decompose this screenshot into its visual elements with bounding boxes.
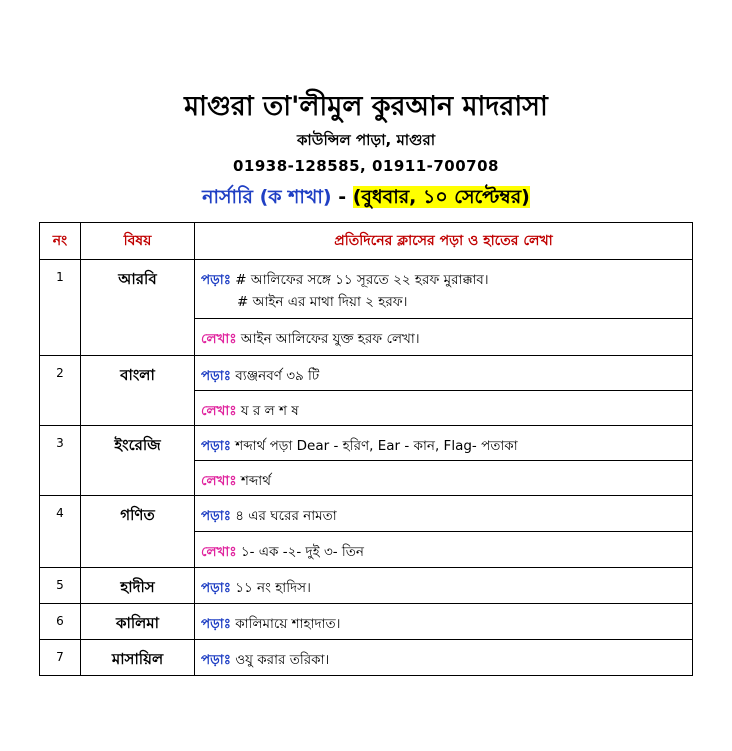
header-no: নং bbox=[40, 223, 81, 260]
read-text: ব্যঞ্জনবর্ণ ৩৯ টি bbox=[235, 368, 320, 384]
read-cell bbox=[195, 260, 693, 319]
row-number: 7 bbox=[40, 640, 81, 676]
read-text: ১১ নং হাদিস। bbox=[235, 580, 311, 596]
row-number: 1 bbox=[40, 260, 81, 356]
date-highlight: (বুধবার, ১০ সেপ্টেম্বর) bbox=[352, 186, 530, 208]
write-label: লেখাঃ bbox=[201, 331, 237, 347]
subject-cell: কালিমা bbox=[81, 604, 195, 640]
header-details: প্রতিদিনের ক্লাসের পড়া ও হাতের লেখা bbox=[195, 223, 693, 260]
table-header-row bbox=[40, 223, 693, 260]
row-number: 3 bbox=[40, 426, 81, 496]
read-text: কালিমায়ে শাহাদাত। bbox=[235, 616, 341, 632]
read-label: পড়াঃ bbox=[201, 652, 231, 668]
read-label: পড়াঃ bbox=[201, 438, 231, 454]
address: কাউন্সিল পাড়া, মাগুরা bbox=[296, 131, 436, 149]
subject-cell: মাসায়িল bbox=[81, 640, 195, 676]
read-cell bbox=[195, 604, 693, 640]
write-cell bbox=[195, 461, 693, 496]
write-cell bbox=[195, 391, 693, 426]
read-cell bbox=[195, 426, 693, 461]
read-cell bbox=[195, 568, 693, 604]
write-label: লেখাঃ bbox=[201, 544, 237, 560]
row-number: 6 bbox=[40, 604, 81, 640]
write-text: শব্দার্থ bbox=[240, 473, 271, 489]
read-text-2: # আইন এর মাথা দিয়া ২ হরফ। bbox=[237, 294, 408, 311]
lesson-table bbox=[39, 222, 693, 676]
row-number: 2 bbox=[40, 356, 81, 426]
read-text: # আলিফের সঙ্গে ১১ সূরতে ২২ হরফ মুরাক্কাব। bbox=[235, 272, 489, 288]
class-name: নার্সারি (ক শাখা) bbox=[202, 186, 332, 208]
table-row bbox=[40, 604, 693, 640]
read-cell bbox=[195, 356, 693, 391]
row-number: 5 bbox=[40, 568, 81, 604]
write-text: য র ল শ ষ bbox=[240, 403, 299, 419]
read-text: ৪ এর ঘরের নামতা bbox=[235, 508, 337, 524]
subject-cell: বাংলা bbox=[81, 356, 195, 426]
read-cell bbox=[195, 640, 693, 676]
write-text: আইন আলিফের যুক্ত হরফ লেখা। bbox=[240, 331, 420, 347]
table-row bbox=[40, 356, 693, 391]
subject-cell: ইংরেজি bbox=[81, 426, 195, 496]
read-label: পড়াঃ bbox=[201, 272, 231, 288]
write-label: লেখাঃ bbox=[201, 473, 237, 489]
table-row bbox=[40, 568, 693, 604]
read-text: শব্দার্থ পড়া Dear - হরিণ, Ear - কান, Flag- পতাকা bbox=[235, 438, 518, 454]
write-cell bbox=[195, 319, 693, 356]
row-number: 4 bbox=[40, 496, 81, 568]
subject-cell: হাদীস bbox=[81, 568, 195, 604]
table-row bbox=[40, 426, 693, 461]
read-cell bbox=[195, 496, 693, 532]
read-label: পড়াঃ bbox=[201, 616, 231, 632]
class-date-line bbox=[0, 183, 732, 215]
madrasa-title: মাগুরা তা'লীমুল কুরআন মাদরাসা bbox=[184, 91, 548, 122]
separator: - bbox=[331, 186, 353, 208]
subject-cell: আরবি bbox=[81, 260, 195, 356]
read-label: পড়াঃ bbox=[201, 580, 231, 596]
read-label: পড়াঃ bbox=[201, 368, 231, 384]
read-text: ওযু করার তরিকা। bbox=[235, 652, 330, 668]
write-label: লেখাঃ bbox=[201, 403, 237, 419]
write-cell bbox=[195, 532, 693, 568]
table-row bbox=[40, 496, 693, 532]
table-row bbox=[40, 640, 693, 676]
phone-numbers: 01938-128585, 01911-700708 bbox=[233, 157, 499, 175]
table-row bbox=[40, 260, 693, 319]
subject-cell: গণিত bbox=[81, 496, 195, 568]
read-label: পড়াঃ bbox=[201, 508, 231, 524]
write-text: ১- এক -২- দুই ৩- তিন bbox=[240, 544, 364, 560]
header-subject: বিষয় bbox=[81, 223, 195, 260]
